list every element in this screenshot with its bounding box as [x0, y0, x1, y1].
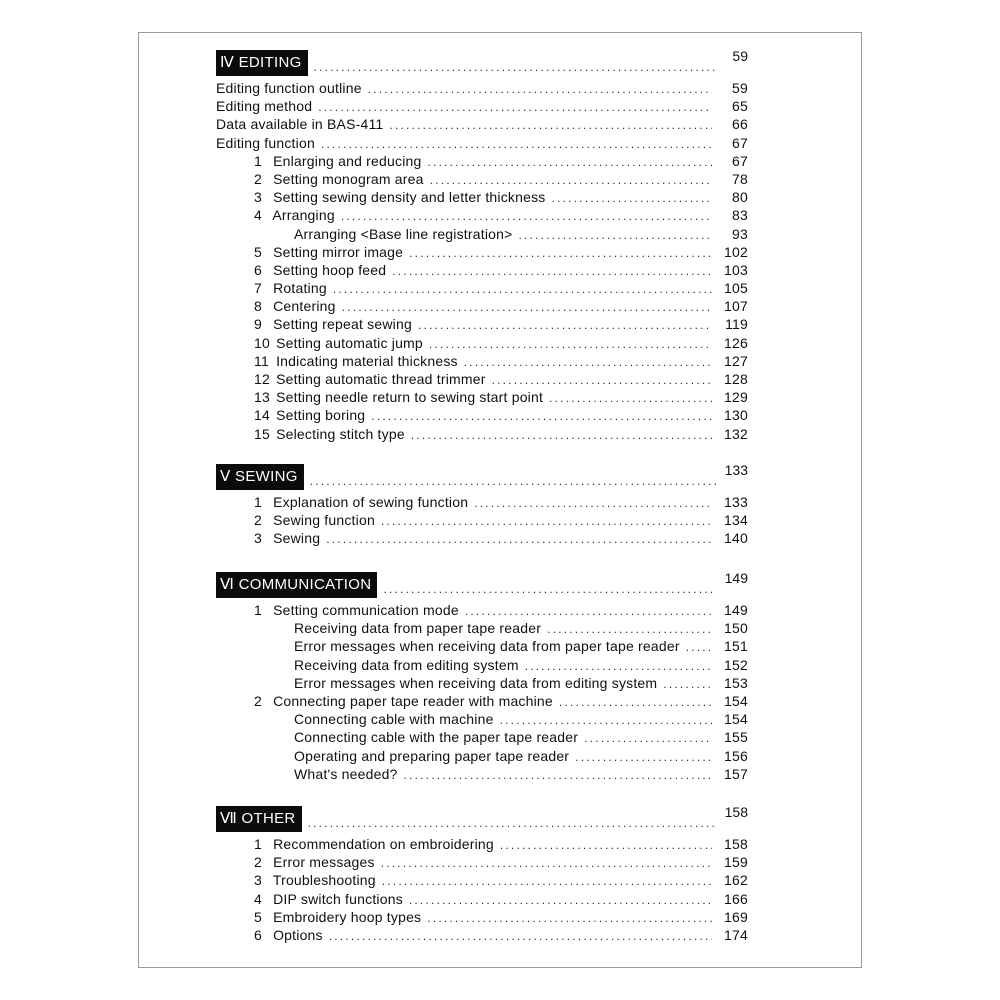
toc-entry-number: 14: [254, 407, 270, 424]
section-page-number: 59: [732, 48, 748, 64]
toc-entry-label: [254, 909, 427, 925]
section-page-number: 149: [724, 570, 748, 586]
dot-leader: [464, 355, 712, 369]
toc-entry-number: 8: [254, 298, 262, 315]
toc-section-sewing: [216, 464, 748, 549]
dot-leader: [500, 713, 712, 727]
toc-entry-label: [254, 872, 382, 888]
toc-entry-number: 11: [254, 352, 269, 369]
toc-entry-label: [294, 729, 584, 745]
dot-leader: [474, 496, 712, 510]
toc-entry-text: Data available in BAS-411: [216, 116, 384, 133]
dot-leader: [404, 768, 712, 782]
toc-entry-text: Sewing: [273, 530, 321, 547]
toc-entry[interactable]: [216, 657, 748, 675]
toc-entry-text: Setting automatic jump: [276, 334, 423, 351]
toc-entry-text: Setting needle return to sewing start point: [276, 389, 544, 406]
toc-entry[interactable]: [216, 766, 748, 784]
dot-leader: [381, 514, 712, 528]
section-page-number: 133: [724, 462, 748, 478]
toc-entry-text: Connecting cable with the paper tape reader: [294, 729, 579, 746]
toc-entry-page-number: 129: [724, 389, 748, 406]
toc-entry-text: Sewing function: [273, 512, 375, 529]
toc-entry-text: Connecting paper tape reader with machine: [273, 692, 553, 709]
toc-entry-text: Explanation of sewing function: [273, 494, 469, 510]
toc-entry-page-number: 134: [724, 512, 748, 529]
toc-entry-label: [254, 494, 474, 510]
toc-entry-number: 15: [254, 425, 270, 442]
toc-entry-number: 9: [254, 316, 262, 333]
toc-entry-page-number: 107: [724, 298, 748, 315]
toc-entry[interactable]: [216, 620, 748, 638]
toc-entry-label: [254, 316, 418, 332]
toc-entry[interactable]: [216, 729, 748, 747]
toc-entry-page-number: 149: [724, 602, 748, 618]
toc-entry[interactable]: [216, 262, 748, 280]
dot-leader: [392, 264, 712, 278]
dot-leader: [308, 60, 716, 74]
toc-entry-page-number: 154: [724, 692, 748, 709]
dot-leader: [584, 731, 712, 745]
toc-entry-text: Setting monogram area: [273, 170, 424, 187]
toc-entry-number: 3: [254, 872, 262, 889]
toc-entry-text: Editing function outline: [216, 80, 362, 96]
toc-section-editing: [216, 50, 748, 444]
toc-entry-label: [254, 371, 492, 387]
toc-entry-page-number: 119: [725, 316, 748, 333]
toc-entry-page-number: 169: [724, 908, 748, 925]
toc-entry[interactable]: [216, 189, 748, 207]
toc-entry-text: Receiving data from editing system: [294, 656, 519, 673]
dot-leader: [575, 750, 712, 764]
toc-entry-label: [254, 353, 464, 369]
toc-entry-page-number: 103: [724, 261, 748, 278]
dot-leader: [409, 246, 712, 260]
dot-leader: [559, 695, 712, 709]
toc-entry-number: 5: [254, 243, 262, 260]
toc-entry[interactable]: [216, 494, 748, 512]
dot-leader: [377, 582, 716, 596]
toc-entry-page-number: 65: [732, 98, 748, 115]
toc-entry[interactable]: [216, 530, 748, 548]
toc-entry-page-number: 151: [724, 638, 748, 655]
toc-entry-text: Setting mirror image: [273, 243, 404, 260]
toc-entry-label: [254, 262, 392, 278]
toc-entry-text: Error messages: [273, 854, 375, 871]
toc-entry-text: DIP switch functions: [273, 890, 403, 907]
toc-entry-label: [254, 153, 428, 169]
toc-entry-text: Error messages when receiving data from paper tape reader: [294, 638, 680, 655]
dot-leader: [371, 409, 712, 423]
toc-entry-number: 12: [254, 371, 270, 387]
section-title: Ⅳ EDITING: [216, 50, 308, 76]
toc-entry-number: 3: [254, 189, 262, 206]
toc-entry-number: 1: [254, 152, 262, 169]
toc-entry-page-number: 150: [724, 620, 748, 637]
toc-entry-text: Options: [273, 926, 323, 943]
toc-entry[interactable]: [216, 675, 748, 693]
toc-entry[interactable]: [216, 244, 748, 262]
dot-leader: [518, 228, 712, 242]
toc-entry-page-number: 80: [732, 189, 748, 206]
toc-entry-label: [294, 657, 525, 673]
toc-entry-label: [254, 244, 409, 260]
dot-leader: [302, 816, 716, 830]
section-title: Ⅶ OTHER: [216, 806, 302, 832]
toc-entry-text: Selecting stitch type: [276, 425, 405, 442]
toc-entry[interactable]: [216, 389, 748, 407]
dot-leader: [428, 155, 713, 169]
toc-entry-page-number: 162: [724, 872, 748, 889]
dot-leader: [549, 391, 712, 405]
toc-entry-number: 6: [254, 926, 262, 943]
toc-entry[interactable]: [216, 909, 748, 927]
toc-entry-label: [294, 675, 663, 691]
toc-entry-text: Error messages when receiving data from editing system: [294, 674, 658, 691]
toc-entry-text: Setting communication mode: [273, 602, 459, 618]
toc-entry-page-number: 132: [724, 425, 748, 442]
toc-entry-number: 1: [254, 602, 262, 618]
toc-entry-text: Editing function: [216, 134, 315, 151]
toc-entry-label: [254, 189, 552, 205]
toc-entry[interactable]: [216, 316, 748, 334]
toc-entry[interactable]: [216, 153, 748, 171]
toc-entry[interactable]: [216, 891, 748, 909]
toc-entry-text: Rotating: [273, 280, 327, 297]
toc-entry-page-number: 154: [724, 711, 748, 728]
toc-entry-number: 2: [254, 692, 262, 709]
toc-entry[interactable]: [216, 298, 748, 316]
dot-leader: [492, 373, 712, 387]
toc-entry[interactable]: [216, 711, 748, 729]
toc-entry-page-number: 155: [724, 729, 748, 746]
toc-entry-text: Enlarging and reducing: [273, 152, 422, 169]
dot-leader: [500, 838, 712, 852]
toc-entry-number: 3: [254, 530, 262, 547]
dot-leader: [411, 428, 712, 442]
toc-entry-page-number: 127: [724, 352, 748, 369]
toc-entry[interactable]: [216, 602, 748, 620]
toc-entry-label: [216, 98, 318, 114]
toc-entry-page-number: 78: [732, 170, 748, 187]
toc-entry[interactable]: [216, 98, 748, 116]
toc-entry-label: [254, 207, 341, 223]
toc-entry-label: [216, 135, 321, 151]
toc-entry-label: [216, 116, 389, 132]
dot-leader: [382, 874, 712, 888]
toc-entry-page-number: 67: [732, 152, 748, 169]
toc-entry-label: [294, 226, 518, 242]
toc-entry[interactable]: [216, 280, 748, 298]
toc-entry-number: 13: [254, 389, 270, 406]
toc-entry-page-number: 67: [732, 134, 748, 151]
toc-entry[interactable]: [216, 693, 748, 711]
dot-leader: [368, 82, 712, 96]
dot-leader: [333, 282, 712, 296]
toc-section-other: [216, 806, 748, 945]
toc-entry-text: What's needed?: [294, 765, 398, 782]
toc-entry-text: Receiving data from paper tape reader: [294, 620, 542, 637]
toc-entry-page-number: 59: [732, 80, 748, 96]
toc-entry-label: [254, 407, 371, 423]
dot-leader: [686, 640, 712, 654]
toc-entry-page-number: 159: [724, 854, 748, 871]
dot-leader: [318, 100, 712, 114]
toc-entry-label: [216, 80, 368, 96]
dot-leader: [663, 677, 712, 691]
section-heading-other: [216, 806, 748, 832]
toc-entry-page-number: 140: [724, 530, 748, 547]
toc-entry[interactable]: [216, 836, 748, 854]
toc-entry[interactable]: [216, 171, 748, 189]
toc-entry-text: Setting sewing density and letter thickness: [273, 189, 546, 206]
toc-entry-label: [254, 602, 465, 618]
toc-entry-text: Arranging: [272, 207, 335, 224]
toc-entry-page-number: 66: [732, 116, 748, 133]
toc-entry-number: 7: [254, 280, 262, 297]
toc-entry-label: [254, 298, 342, 314]
toc-entry-label: [254, 530, 326, 546]
toc-entry[interactable]: [216, 638, 748, 656]
toc-entry[interactable]: [216, 371, 748, 389]
toc-entry-label: [294, 620, 547, 636]
dot-leader: [321, 137, 712, 151]
dot-leader: [525, 659, 712, 673]
toc-entry-label: [254, 927, 329, 943]
toc-entry-text: Indicating material thickness: [276, 352, 458, 369]
toc-entry[interactable]: [216, 872, 748, 890]
toc-entry-label: [294, 748, 575, 764]
dot-leader: [465, 604, 712, 618]
toc-entry-text: Centering: [273, 298, 336, 315]
toc-entry[interactable]: [216, 426, 748, 444]
dot-leader: [329, 929, 712, 943]
dot-leader: [429, 337, 712, 351]
toc-entry-text: Setting boring: [276, 407, 366, 424]
section-heading-communication: [216, 572, 748, 598]
toc-entry-label: [254, 280, 333, 296]
toc-entry-page-number: 126: [724, 334, 748, 351]
toc-entry-number: 4: [254, 207, 262, 224]
toc-entry-page-number: 152: [724, 656, 748, 673]
toc-section-communication: [216, 572, 748, 784]
dot-leader: [427, 911, 712, 925]
toc-entry-page-number: 153: [724, 674, 748, 691]
toc-entry-page-number: 93: [732, 225, 748, 242]
toc-entry-text: Connecting cable with machine: [294, 711, 494, 728]
section-title: Ⅴ SEWING: [216, 464, 304, 490]
toc-entry-text: Setting repeat sewing: [273, 316, 412, 333]
toc-entry[interactable]: [216, 116, 748, 134]
toc-entry-label: [294, 638, 686, 654]
dot-leader: [389, 118, 712, 132]
toc-entry[interactable]: [216, 135, 748, 153]
toc-entry-page-number: 130: [724, 407, 748, 424]
toc-entry-page-number: 156: [724, 747, 748, 764]
toc-entry-page-number: 174: [724, 926, 748, 943]
toc-entry[interactable]: [216, 854, 748, 872]
toc-entry-page-number: 133: [724, 494, 748, 510]
toc-entry-text: Operating and preparing paper tape reader: [294, 747, 570, 764]
toc-entry[interactable]: [216, 512, 748, 530]
section-title: Ⅵ COMMUNICATION: [216, 572, 377, 598]
dot-leader: [342, 300, 712, 314]
toc-entry[interactable]: [216, 80, 748, 98]
toc-entry-page-number: 128: [724, 371, 748, 387]
toc-entry-text: Embroidery hoop types: [273, 908, 422, 925]
toc-entry-number: 2: [254, 854, 262, 871]
toc-entry-text: Setting hoop feed: [273, 261, 387, 278]
section-page-number: 158: [724, 804, 748, 820]
toc-entry-label: [254, 836, 500, 852]
toc-entry-number: 4: [254, 890, 262, 907]
toc-entry-text: Recommendation on embroidering: [273, 836, 494, 852]
toc-entry-page-number: 157: [724, 765, 748, 782]
toc-entry-label: [254, 512, 381, 528]
toc-entry-label: [254, 891, 409, 907]
section-heading-sewing: [216, 464, 748, 490]
dot-leader: [547, 622, 712, 636]
toc-entry-label: [254, 335, 429, 351]
dot-leader: [381, 856, 712, 870]
toc-entry-number: 2: [254, 512, 262, 529]
toc-entry[interactable]: [216, 353, 748, 371]
section-heading-editing: [216, 50, 748, 76]
toc-entry[interactable]: [216, 927, 748, 945]
toc-entry-text: Setting automatic thread trimmer: [276, 371, 486, 387]
toc-entry-number: 1: [254, 494, 262, 510]
dot-leader: [341, 209, 712, 223]
dot-leader: [552, 191, 712, 205]
toc-entry-number: 5: [254, 908, 262, 925]
toc-entry-page-number: 83: [732, 207, 748, 224]
toc-entry-number: 6: [254, 261, 262, 278]
toc-entry-label: [254, 171, 430, 187]
toc-entry-label: [294, 766, 404, 782]
toc-entry-label: [294, 711, 500, 727]
toc-entry-page-number: 102: [724, 243, 748, 260]
toc-entry-label: [254, 426, 411, 442]
toc-entry-page-number: 105: [724, 280, 748, 297]
dot-leader: [304, 474, 716, 488]
toc-entry-number: 10: [254, 334, 270, 351]
toc-entry-page-number: 166: [724, 890, 748, 907]
toc-entry-page-number: 158: [724, 836, 748, 852]
toc-entry-label: [254, 854, 381, 870]
toc-entry-label: [254, 389, 549, 405]
dot-leader: [409, 893, 712, 907]
toc-entry[interactable]: [216, 748, 748, 766]
dot-leader: [326, 532, 712, 546]
toc-entry-text: Arranging <Base line registration>: [294, 225, 513, 242]
toc-entry-number: 2: [254, 170, 262, 187]
toc-entry[interactable]: [216, 407, 748, 425]
toc-entry-label: [254, 693, 559, 709]
dot-leader: [430, 173, 712, 187]
toc-entry-number: 1: [254, 836, 262, 852]
toc-entry-text: Editing method: [216, 98, 313, 115]
toc-entry[interactable]: [216, 226, 748, 244]
toc-entry[interactable]: [216, 335, 748, 353]
toc-entry[interactable]: [216, 207, 748, 225]
toc-entry-text: Troubleshooting: [272, 872, 376, 889]
dot-leader: [418, 318, 712, 332]
